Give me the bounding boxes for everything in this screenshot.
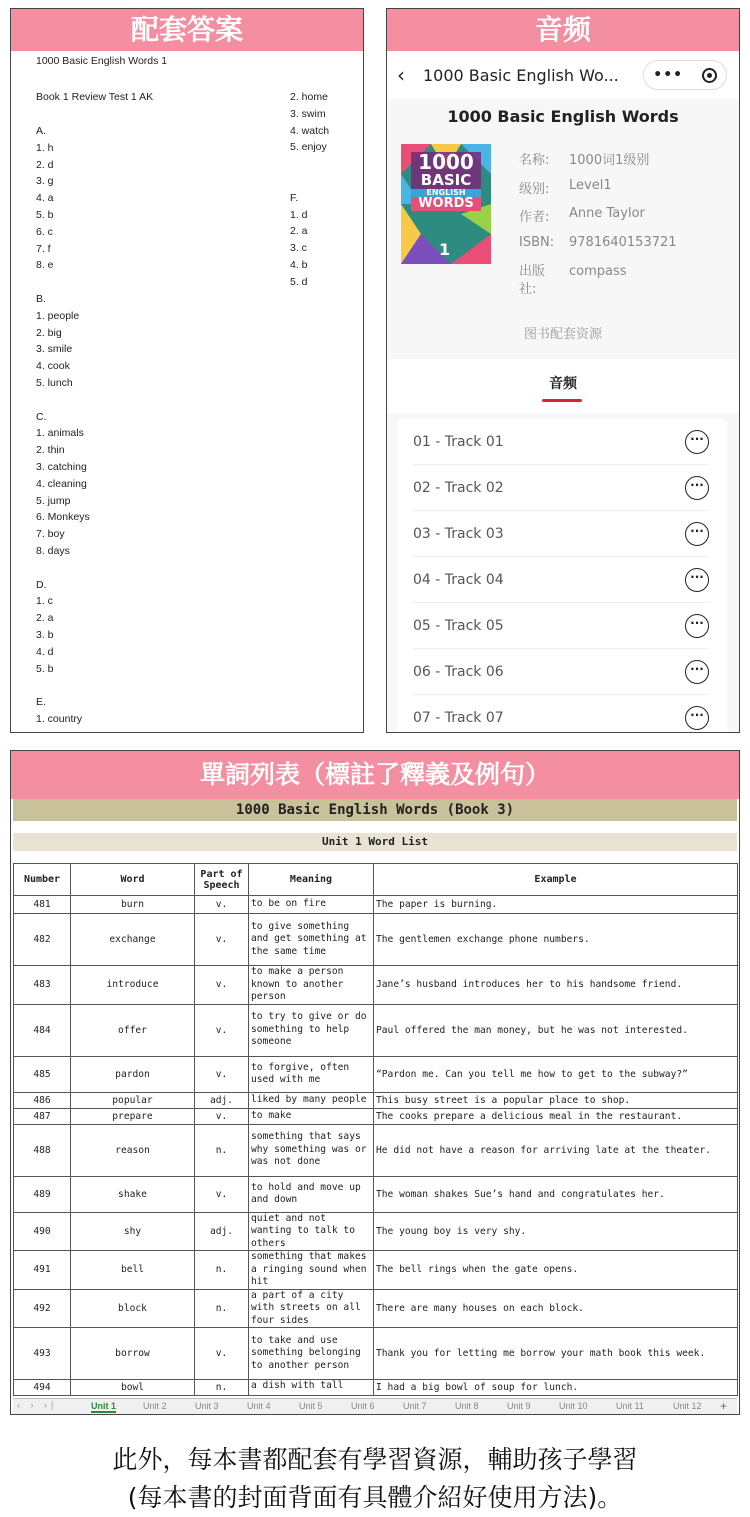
cell-word: introduce xyxy=(71,966,195,1005)
meta-label: 出版社: xyxy=(519,264,546,297)
answer-section-heading: E. xyxy=(36,696,46,709)
cell-example: I had a big bowl of soup for lunch. xyxy=(374,1380,738,1396)
answer-key-panel xyxy=(10,8,364,733)
cell-number: 481 xyxy=(14,896,71,914)
more-options-icon[interactable]: ··· xyxy=(685,522,709,546)
table-row xyxy=(14,1176,738,1212)
table-row xyxy=(14,1380,738,1396)
meta-value: 1000词1级别 xyxy=(569,153,650,168)
cell-word: offer xyxy=(71,1004,195,1056)
meta-value: Level1 xyxy=(569,178,612,193)
resource-section-label: 图书配套资源 xyxy=(523,327,602,342)
more-options-icon[interactable]: ··· xyxy=(685,706,709,730)
cell-meaning: to make a person known to another person xyxy=(249,966,374,1005)
answer-line: 8. days xyxy=(36,544,70,557)
answer-line: 7. boy xyxy=(36,528,65,541)
answer-line: 3. smile xyxy=(36,343,73,356)
answer-section-heading: C. xyxy=(36,410,47,423)
cover-line-2: BASIC xyxy=(420,171,472,189)
audio-banner: 音频 xyxy=(387,9,739,51)
cell-number: 493 xyxy=(14,1328,71,1380)
answer-line: 3. swim xyxy=(290,107,326,120)
book-cover-image xyxy=(401,144,491,264)
cell-word: popular xyxy=(71,1092,195,1108)
cell-example: The bell rings when the gate opens. xyxy=(374,1251,738,1290)
table-row xyxy=(14,966,738,1005)
cell-word: shy xyxy=(71,1212,195,1251)
track-label: 03 - Track 03 xyxy=(413,525,504,542)
audio-tab-bar xyxy=(387,359,739,413)
answer-line: 2. home xyxy=(290,91,328,103)
caption-line-1: 此外，每本書都配套有學習資源，輔助孩子學習 xyxy=(112,1445,638,1474)
cell-example: There are many houses on each block. xyxy=(374,1289,738,1328)
answer-doc-subtitle: Book 1 Review Test 1 AK xyxy=(36,91,154,103)
meta-label: ISBN: xyxy=(519,235,555,250)
cover-line-4: WORDS xyxy=(411,197,481,211)
answer-line xyxy=(36,392,90,409)
answer-line: 1. c xyxy=(36,595,53,608)
track-label: 05 - Track 05 xyxy=(413,617,504,634)
cell-part-of-speech: v. xyxy=(195,914,249,966)
active-tab-indicator xyxy=(542,399,582,402)
cell-part-of-speech: v. xyxy=(195,1056,249,1092)
cell-part-of-speech: v. xyxy=(195,896,249,914)
cell-word: prepare xyxy=(71,1108,195,1124)
answer-line: 2. a xyxy=(290,225,308,238)
answer-section-heading: B. xyxy=(36,292,46,305)
answer-line xyxy=(290,173,329,190)
cell-part-of-speech: v. xyxy=(195,1004,249,1056)
cell-number: 494 xyxy=(14,1380,71,1396)
cell-number: 489 xyxy=(14,1176,71,1212)
table-row xyxy=(14,1004,738,1056)
cell-meaning: something that says why something was or was not done xyxy=(249,1124,374,1176)
cell-meaning: to be on fire xyxy=(249,896,374,914)
answer-section-heading: A. xyxy=(36,125,46,137)
meta-value: compass xyxy=(569,264,627,279)
more-options-icon[interactable]: ··· xyxy=(685,614,709,638)
meta-label: 级别: xyxy=(519,182,550,197)
cell-part-of-speech: n. xyxy=(195,1380,249,1396)
cell-meaning: to make xyxy=(249,1108,374,1124)
meta-isbn xyxy=(519,235,677,250)
sheet-nav-arrows[interactable]: ‹ › ›| xyxy=(17,1400,58,1410)
cell-number: 488 xyxy=(14,1124,71,1176)
tab-audio[interactable]: 音频 xyxy=(549,376,577,392)
cell-number: 490 xyxy=(14,1212,71,1251)
answer-line: 5. lunch xyxy=(36,376,73,389)
cell-number: 482 xyxy=(14,914,71,966)
track-item[interactable] xyxy=(413,695,709,733)
cell-part-of-speech: n. xyxy=(195,1251,249,1290)
answer-line: 1. people xyxy=(36,309,80,322)
sheet-tab[interactable]: Unit 7 xyxy=(403,1401,427,1411)
table-row xyxy=(14,1328,738,1380)
sheet-tab[interactable]: Unit 12 xyxy=(673,1401,702,1411)
cell-word: exchange xyxy=(71,914,195,966)
cell-meaning: to give something and get something at the same time xyxy=(249,914,374,966)
table-row xyxy=(14,914,738,966)
close-app-icon[interactable] xyxy=(702,68,717,83)
cell-example: The cooks prepare a delicious meal in the restaurant. xyxy=(374,1108,738,1124)
sheet-tab[interactable]: Unit 10 xyxy=(559,1401,588,1411)
chevron-left-icon[interactable]: ‹ xyxy=(397,63,405,87)
meta-label: 名称: xyxy=(519,153,550,168)
sheet-tab[interactable]: Unit 4 xyxy=(247,1401,271,1411)
cell-part-of-speech: adj. xyxy=(195,1212,249,1251)
table-row xyxy=(14,1092,738,1108)
sheet-tab[interactable]: Unit 1 xyxy=(91,1401,117,1411)
sheet-tab[interactable]: Unit 2 xyxy=(143,1401,167,1411)
answer-line: 3. g xyxy=(36,175,54,188)
cell-part-of-speech: v. xyxy=(195,1176,249,1212)
answer-line: 5. b xyxy=(36,208,54,221)
cell-part-of-speech: n. xyxy=(195,1289,249,1328)
book-title: 1000 Basic English Words xyxy=(447,107,679,126)
cell-word: block xyxy=(71,1289,195,1328)
answer-line: 4. cook xyxy=(36,360,70,373)
cell-meaning: to forgive, often used with me xyxy=(249,1056,374,1092)
track-label: 07 - Track 07 xyxy=(413,710,504,726)
answer-line: 6. c xyxy=(36,225,53,238)
more-options-icon[interactable]: ··· xyxy=(685,476,709,500)
track-label: 02 - Track 02 xyxy=(413,479,504,496)
answer-line: 4. b xyxy=(290,258,308,271)
cell-word: bell xyxy=(71,1251,195,1290)
cell-number: 486 xyxy=(14,1092,71,1108)
audio-panel xyxy=(386,8,740,733)
answer-line: 2. big xyxy=(36,326,62,339)
sheet-tab-bar xyxy=(13,1398,737,1414)
track-label: 06 - Track 06 xyxy=(413,663,504,680)
cell-example: Paul offered the man money, but he was not interested. xyxy=(374,1004,738,1056)
cell-meaning: something that makes a ringing sound when hit xyxy=(249,1251,374,1290)
answer-line: 6. Monkeys xyxy=(36,511,90,524)
answer-line: 5. d xyxy=(290,275,308,288)
answer-line: 3. b xyxy=(36,628,54,641)
cover-line-3: ENGLISH xyxy=(411,189,481,197)
more-options-icon[interactable]: ··· xyxy=(685,660,709,684)
sheet-tab[interactable]: Unit 11 xyxy=(616,1401,644,1411)
cell-example: The woman shakes Sue’s hand and congratulates her. xyxy=(374,1176,738,1212)
cell-part-of-speech: v. xyxy=(195,1108,249,1124)
cell-number: 485 xyxy=(14,1056,71,1092)
cell-meaning: to take and use something belonging to another person xyxy=(249,1328,374,1380)
cell-example: The paper is burning. xyxy=(374,896,738,914)
answer-line: 3. catching xyxy=(36,460,87,473)
sheet-tab[interactable]: Unit 8 xyxy=(455,1401,479,1411)
track-item[interactable] xyxy=(413,649,709,695)
table-row xyxy=(14,1108,738,1124)
track-label: 01 - Track 01 xyxy=(413,433,504,450)
answer-line: 2. d xyxy=(36,158,54,171)
track-label: 04 - Track 04 xyxy=(413,571,504,588)
header-part-of-speech: Part of Speech xyxy=(195,864,249,896)
sheet-tab[interactable]: Unit 5 xyxy=(299,1401,323,1411)
meta-value: 9781640153721 xyxy=(569,235,677,250)
mini-app-capsule xyxy=(643,60,727,90)
track-item[interactable] xyxy=(413,465,709,511)
cover-line-1: 1000 xyxy=(418,150,474,174)
header-word: Word xyxy=(71,864,195,896)
cell-part-of-speech: adj. xyxy=(195,1092,249,1108)
answer-doc-title: 1000 Basic English Words 1 xyxy=(36,55,168,67)
answer-line: 5. b xyxy=(36,662,54,675)
sheet-tab[interactable]: Unit 9 xyxy=(507,1401,531,1411)
table-row xyxy=(14,1212,738,1251)
answer-right-column xyxy=(290,89,329,291)
cell-word: bowl xyxy=(71,1380,195,1396)
cell-number: 483 xyxy=(14,966,71,1005)
answer-section-heading: D. xyxy=(36,578,47,591)
table-row xyxy=(14,1289,738,1328)
cell-meaning: to hold and move up and down xyxy=(249,1176,374,1212)
header-number: Number xyxy=(14,864,71,896)
table-row xyxy=(14,1251,738,1290)
answer-section-heading: F. xyxy=(290,191,299,204)
word-table xyxy=(13,863,738,1396)
caption-line-2: (每本書的封面背面有具體介紹好使用方法)。 xyxy=(127,1483,623,1512)
cell-part-of-speech: v. xyxy=(195,966,249,1005)
cell-meaning: liked by many people xyxy=(249,1092,374,1108)
unit-title: Unit 1 Word List xyxy=(13,833,737,851)
answer-line: 4. d xyxy=(36,645,54,658)
table-header-row xyxy=(14,864,738,896)
cell-example: The gentlemen exchange phone numbers. xyxy=(374,914,738,966)
sheet-title: 1000 Basic English Words (Book 3) xyxy=(13,799,737,821)
sheet-tab[interactable]: Unit 6 xyxy=(351,1401,375,1411)
cell-number: 492 xyxy=(14,1289,71,1328)
cover-title-block xyxy=(411,152,481,211)
cover-level-number: 1 xyxy=(439,240,451,259)
header-meaning: Meaning xyxy=(249,864,374,896)
answer-line: 2. thin xyxy=(36,444,65,457)
cell-meaning: to try to give or do something to help someone xyxy=(249,1004,374,1056)
cell-number: 487 xyxy=(14,1108,71,1124)
answer-line: 7. f xyxy=(36,242,51,255)
cell-example: The young boy is very shy. xyxy=(374,1212,738,1251)
track-item[interactable] xyxy=(413,557,709,603)
answer-line xyxy=(36,677,90,694)
cell-example: Jane’s husband introduces her to his handsome friend. xyxy=(374,966,738,1005)
cell-meaning: a dish with tall xyxy=(249,1380,374,1396)
table-row xyxy=(14,1124,738,1176)
sheet-tab[interactable]: Unit 3 xyxy=(195,1401,219,1411)
meta-value: Anne Taylor xyxy=(569,206,645,221)
cell-word: shake xyxy=(71,1176,195,1212)
answer-line xyxy=(36,560,90,577)
answer-line: 4. cleaning xyxy=(36,477,87,490)
more-options-icon[interactable]: ··· xyxy=(685,568,709,592)
cell-word: burn xyxy=(71,896,195,914)
answer-line xyxy=(290,156,329,173)
cell-number: 491 xyxy=(14,1251,71,1290)
table-row xyxy=(14,896,738,914)
mini-app-top-bar xyxy=(387,51,739,99)
answer-line xyxy=(36,274,90,291)
cell-number: 484 xyxy=(14,1004,71,1056)
cell-example: Thank you for letting me borrow your math book this week. xyxy=(374,1328,738,1380)
add-sheet-button[interactable]: + xyxy=(719,1399,727,1413)
answer-line: 5. enjoy xyxy=(290,141,327,154)
word-list-banner: 單詞列表（標註了釋義及例句） xyxy=(11,751,739,799)
answer-line: 1. h xyxy=(36,141,54,154)
cell-part-of-speech: v. xyxy=(195,1328,249,1380)
cell-word: pardon xyxy=(71,1056,195,1092)
answer-key-banner: 配套答案 xyxy=(11,9,363,51)
track-item[interactable] xyxy=(413,603,709,649)
word-table-body xyxy=(14,896,738,1396)
answer-line: 3. c xyxy=(290,242,307,255)
cell-meaning: quiet and not wanting to talk to others xyxy=(249,1212,374,1251)
answer-line: 4. watch xyxy=(290,124,330,137)
answer-left-column xyxy=(36,123,90,728)
track-list xyxy=(397,419,727,733)
answer-line: 4. a xyxy=(36,192,54,205)
nav-title: 1000 Basic English Wo... xyxy=(423,65,619,85)
header-example: Example xyxy=(374,864,738,896)
cell-example: This busy street is a popular place to shop. xyxy=(374,1092,738,1108)
answer-line: 8. e xyxy=(36,259,54,272)
answer-line: 1. country xyxy=(36,712,83,725)
answer-line: 5. jump xyxy=(36,494,71,507)
cell-word: borrow xyxy=(71,1328,195,1380)
meta-name xyxy=(519,149,650,168)
track-item[interactable] xyxy=(413,419,709,465)
meta-label: 作者: xyxy=(519,210,550,225)
cell-part-of-speech: n. xyxy=(195,1124,249,1176)
track-item[interactable] xyxy=(413,511,709,557)
more-options-icon[interactable]: ··· xyxy=(685,430,709,454)
table-row xyxy=(14,1056,738,1092)
answer-line: 1. animals xyxy=(36,427,84,440)
cell-word: reason xyxy=(71,1124,195,1176)
word-list-panel xyxy=(10,750,740,1415)
meta-author xyxy=(519,206,645,225)
cell-example: He did not have a reason for arriving late at the theater. xyxy=(374,1124,738,1176)
answer-line: 1. d xyxy=(290,208,308,221)
answer-line: 2. a xyxy=(36,612,54,625)
meta-level xyxy=(519,178,612,197)
more-menu-icon[interactable]: ••• xyxy=(653,67,684,83)
meta-publisher xyxy=(519,263,627,299)
cell-meaning: a part of a city with streets on all four sides xyxy=(249,1289,374,1328)
cell-example: “Pardon me. Can you tell me how to get to the subway?” xyxy=(374,1056,738,1092)
